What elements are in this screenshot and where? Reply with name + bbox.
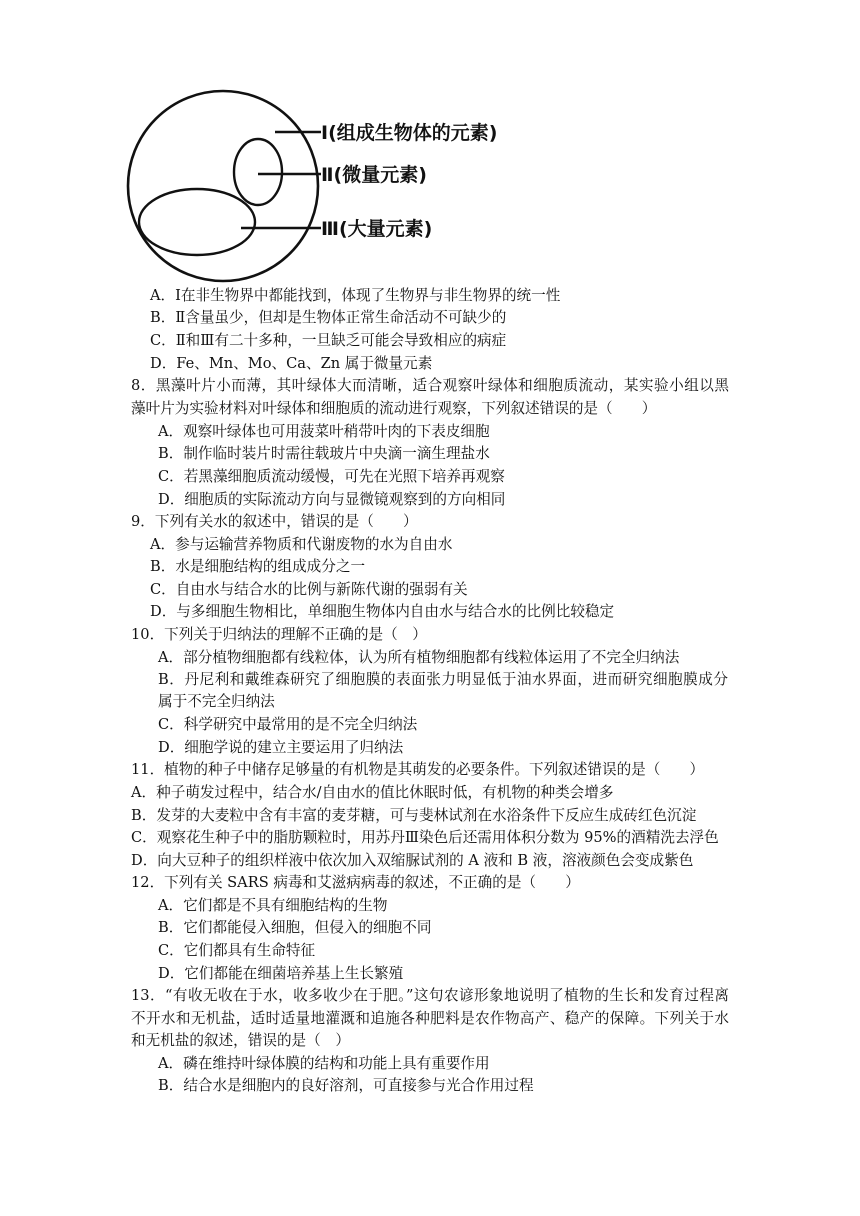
q9-stem: 9．下列有关水的叙述中，错误的是（ ）: [131, 513, 418, 530]
q9-option-d: D．与多细胞生物相比，单细胞生物体内自由水与结合水的比例比较稳定: [150, 603, 615, 620]
q12-option-d: D．它们都能在细菌培养基上生长繁殖: [158, 965, 404, 982]
q9-option-b: B．水是细胞结构的组成成分之一: [150, 558, 366, 575]
q12-option-c: C．它们都具有生命特征: [158, 942, 316, 959]
q7-option-d: D．Fe、Mn、Mo、Ca、Zn 属于微量元素: [150, 355, 433, 372]
q13-stem-line-3: 和无机盐的叙述，错误的是（ ）: [131, 1032, 350, 1049]
q11-option-c: C．观察花生种子中的脂肪颗粒时，用苏丹Ⅲ染色后还需用体积分数为 95%的酒精洗去浮色: [131, 829, 719, 846]
element-classification-diagram: [125, 88, 498, 284]
ellipse-major-elements: [139, 189, 255, 255]
q11-option-b: B．发芽的大麦粒中含有丰富的麦芽糖，可与斐林试剂在水浴条件下反应生成砖红色沉淀: [131, 807, 697, 824]
q12-option-a: A．它们都是不具有细胞结构的生物: [158, 897, 388, 914]
ellipse-trace-elements: [234, 139, 282, 205]
q12-stem: 12．下列有关 SARS 病毒和艾滋病病毒的叙述，不正确的是（ ）: [131, 874, 580, 891]
q8-stem-line-1: 8．黑藻叶片小而薄，其叶绿体大而清晰，适合观察叶绿体和细胞质流动，某实验小组以黑: [131, 377, 729, 394]
q12-option-b: B．它们都能侵入细胞，但侵入的细胞不同: [158, 919, 432, 936]
q9-option-c: C．自由水与结合水的比例与新陈代谢的强弱有关: [150, 581, 468, 598]
q10-option-b-line-1: B．丹尼利和戴维森研究了细胞膜的表面张力明显低于油水界面，进而研究细胞膜成分: [158, 671, 728, 688]
q7-option-a: A．Ⅰ在非生物界中都能找到，体现了生物界与非生物界的统一性: [150, 287, 561, 304]
q10-option-c: C．科学研究中最常用的是不完全归纳法: [158, 716, 418, 733]
q10-option-a: A．部分植物细胞都有线粒体，认为所有植物细胞都有线粒体运用了不完全归纳法: [158, 649, 680, 666]
q7-option-c: C．Ⅱ和Ⅲ有二十多种，一旦缺乏可能会导致相应的病症: [150, 332, 507, 349]
q11-stem: 11．植物的种子中储存足够量的有机物是其萌发的必要条件。下列叙述错误的是（ ）: [131, 761, 705, 778]
q8-option-b: B．制作临时装片时需往载玻片中央滴一滴生理盐水: [158, 445, 490, 462]
q13-stem-line-1: 13．“有收无收在于水，收多收少在于肥。”这句农谚形象地说明了植物的生长和发育过程离: [131, 987, 729, 1004]
q10-option-d: D．细胞学说的建立主要运用了归纳法: [158, 739, 404, 756]
q13-stem-line-2: 不开水和无机盐，适时适量地灌溉和追施各种肥料是农作物高产、稳产的保障。下列关于水: [131, 1010, 729, 1027]
q8-option-d: D．细胞质的实际流动方向与显微镜观察到的方向相同: [158, 491, 506, 508]
q8-option-a: A．观察叶绿体也可用菠菜叶稍带叶肉的下表皮细胞: [158, 423, 490, 440]
q11-option-d: D．向大豆种子的组织样液中依次加入双缩脲试剂的 A 液和 B 液，溶液颜色会变成紫色: [131, 852, 694, 869]
q10-option-b-line-2: 属于不完全归纳法: [158, 693, 275, 710]
q10-stem: 10．下列关于归纳法的理解不正确的是（ ）: [131, 626, 427, 643]
q13-option-a: A．磷在维持叶绿体膜的结构和功能上具有重要作用: [158, 1055, 490, 1072]
q8-stem-line-2: 藻叶片为实验材料对叶绿体和细胞质的流动进行观察，下列叙述错误的是（ ）: [131, 400, 657, 417]
label-group-3: Ⅲ(大量元素): [321, 218, 433, 240]
q11-option-a: A．种子萌发过程中，结合水/自由水的值比休眠时低，有机物的种类会增多: [131, 784, 614, 801]
q8-option-c: C．若黑藻细胞质流动缓慢，可先在光照下培养再观察: [158, 468, 505, 485]
q13-option-b: B．结合水是细胞内的良好溶剂，可直接参与光合作用过程: [158, 1077, 534, 1094]
q9-option-a: A．参与运输营养物质和代谢废物的水为自由水: [150, 536, 453, 553]
q7-option-b: B．Ⅱ含量虽少，但却是生物体正常生命活动不可缺少的: [150, 309, 507, 326]
label-group-1: Ⅰ(组成生物体的元素): [321, 122, 498, 144]
label-group-2: Ⅱ(微量元素): [321, 164, 427, 186]
